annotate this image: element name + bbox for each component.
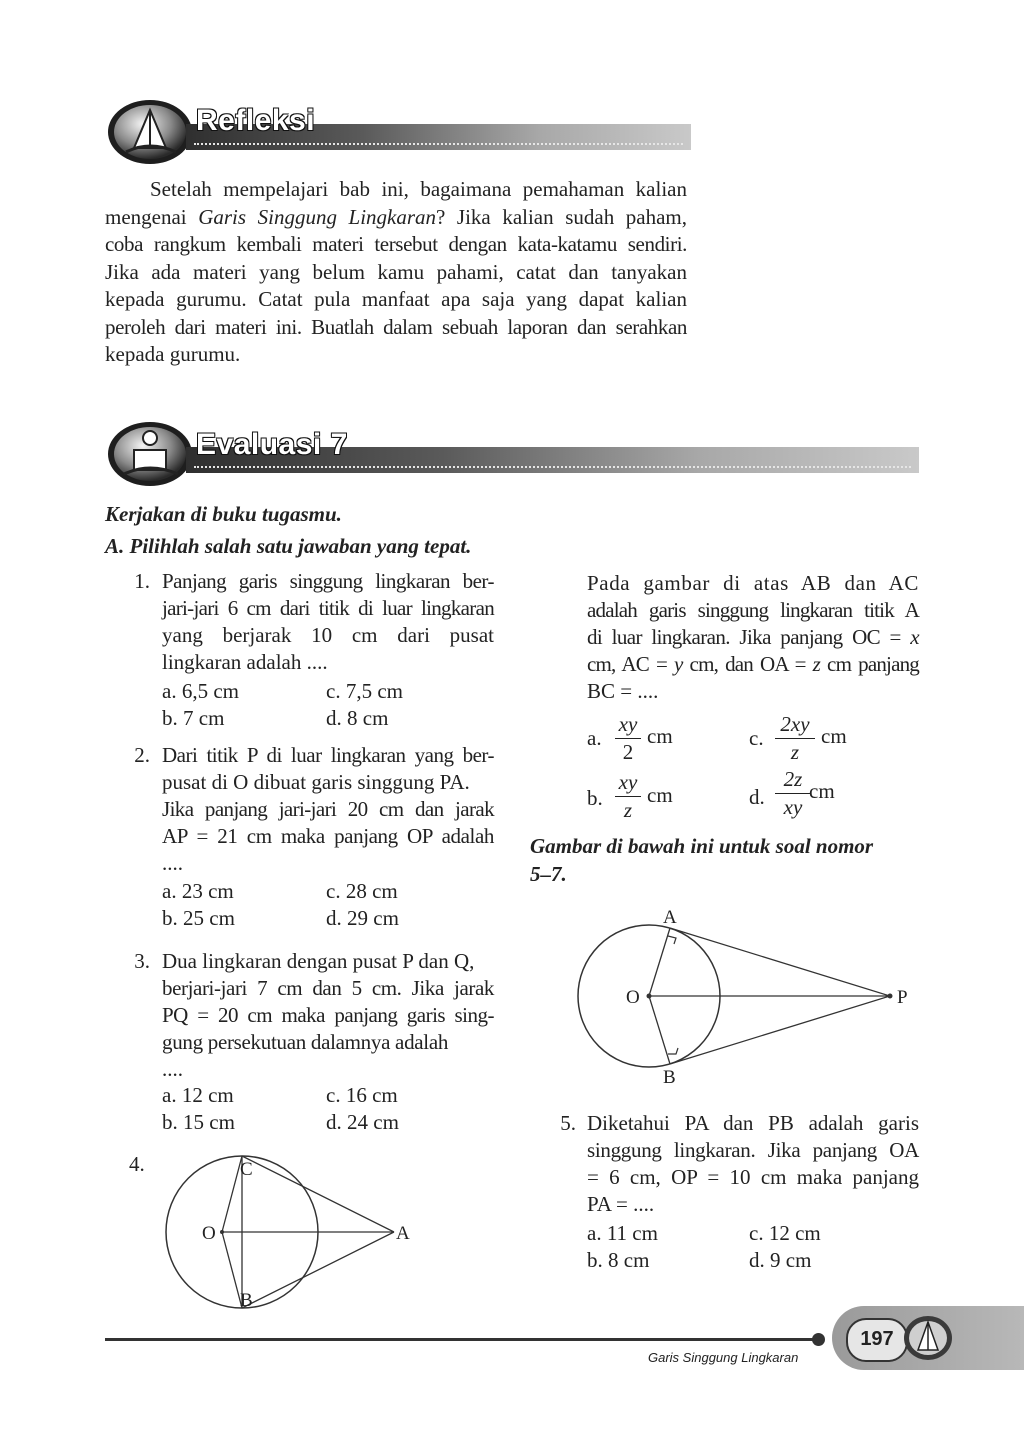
question-text: Dari titik P di luar lingkaran yang ber- pusat di O dibuat garis singgung PA. Jika panjang jari-jari 20 cm dan jarak AP = 21 cm maka panjang OP adalah .... (162, 743, 494, 875)
question-5 (546, 1110, 926, 1275)
option-d: d. 8 cm (326, 706, 389, 730)
question-3 (120, 948, 500, 1138)
question-text: Dua lingkaran dengan pusat P dan Q, berjari-jari 7 cm dan 5 cm. Jika jarak PQ = 20 cm maka panjang garis sing- gung persekutuan dalamnya adalah .... (162, 949, 494, 1081)
section-a-heading: A. Pilihlah salah satu jawaban yang tepat. (105, 534, 472, 558)
q4-option-a: a. xy 2 cm (587, 712, 673, 764)
fig57-label-a: A (663, 907, 677, 928)
refleksi-line-1: Setelah mempelajari bab ini, bagaimana pemahaman kalian (150, 177, 687, 201)
refleksi-line-7: kepada gurumu. (105, 342, 241, 366)
option-c: c. 28 cm (326, 879, 398, 903)
option-b: b. 25 cm (162, 906, 235, 930)
figure-5-7 (570, 900, 920, 1090)
question-4-figure (150, 1150, 430, 1316)
footer-chapter-title: Garis Singgung Lingkaran (648, 1350, 799, 1365)
question-number: 2. (134, 743, 150, 767)
option-a: a. 12 cm (162, 1083, 234, 1107)
question-number: 5. (560, 1111, 576, 1135)
question-4-text: Pada gambar di atas AB dan AC adalah garis singgung lingkaran titik A di luar lingkaran. Jika panjang OC = x cm, AC = y cm, dan OA = z cm panjang BC = .... (587, 571, 920, 703)
option-d: d. 24 cm (326, 1110, 399, 1134)
question-number: 1. (134, 569, 150, 593)
footer-emblem-icon (900, 1308, 960, 1368)
option-b: b. 7 cm (162, 706, 225, 730)
option-c: c. 12 cm (749, 1221, 821, 1245)
option-a: a. 23 cm (162, 879, 234, 903)
page-number: 197 (860, 1328, 894, 1350)
option-b: b. 15 cm (162, 1110, 235, 1134)
question-text: Diketahui PA dan PB adalah garis singgung lingkaran. Jika panjang OA = 6 cm, OP = 10 cm maka panjang PA = .... (587, 1111, 919, 1216)
refleksi-line-5: kepada gurumu. Catat pula manfaat apa saja yang dapat kalian (105, 287, 687, 311)
figure-5-7-caption: Gambar di bawah ini untuk soal nomor 5–7. (530, 834, 874, 886)
fig57-label-b: B (663, 1067, 676, 1088)
refleksi-paragraph (105, 176, 687, 369)
option-c: c. 16 cm (326, 1083, 398, 1107)
footer-rule (105, 1338, 817, 1341)
option-a: a. 6,5 cm (162, 679, 239, 703)
refleksi-line-4: Jika ada materi yang belum kamu pahami, catat dan tanyakan (105, 259, 687, 284)
q4-option-b: b. xy z cm (587, 770, 673, 822)
refleksi-line-2: mengenai Garis Singgung Lingkaran? Jika kalian sudah paham, (105, 204, 687, 229)
question-1 (120, 568, 500, 728)
fig4-label-c: C (240, 1159, 253, 1180)
q4-option-d: d. 2z xy cm (749, 767, 835, 819)
option-a: a. 11 cm (587, 1221, 658, 1245)
q4-option-c: c. 2xy z cm (749, 712, 847, 764)
question-4-number: 4. (129, 1152, 145, 1176)
fig4-label-b: B (240, 1290, 253, 1311)
fig4-label-a: A (396, 1223, 410, 1244)
refleksi-line-3: coba rangkum kembali materi tersebut dengan kata-katamu sendiri. (105, 232, 687, 256)
evaluasi-title: Evaluasi 7 (196, 428, 348, 461)
footer-rule-dot (812, 1333, 825, 1346)
question-2 (120, 742, 500, 932)
refleksi-title: Refleksi (196, 104, 316, 137)
question-text: Panjang garis singgung lingkaran ber- jari-jari 6 cm dari titik di luar lingkaran yang berjarak 10 cm dari pusat lingkaran adalah .... (162, 569, 494, 674)
evaluasi-instruction: Kerjakan di buku tugasmu. (105, 502, 342, 526)
option-c: c. 7,5 cm (326, 679, 403, 703)
question-number: 3. (134, 949, 150, 973)
option-d: d. 9 cm (749, 1248, 812, 1272)
refleksi-line-6: peroleh dari materi ini. Buatlah dalam sebuah laporan dan serahkan (105, 314, 687, 339)
fig57-label-p: P (897, 987, 908, 1008)
option-b: b. 8 cm (587, 1248, 650, 1272)
fig57-label-o: O (626, 987, 640, 1008)
option-d: d. 29 cm (326, 906, 399, 930)
fig4-label-o: O (202, 1223, 216, 1244)
